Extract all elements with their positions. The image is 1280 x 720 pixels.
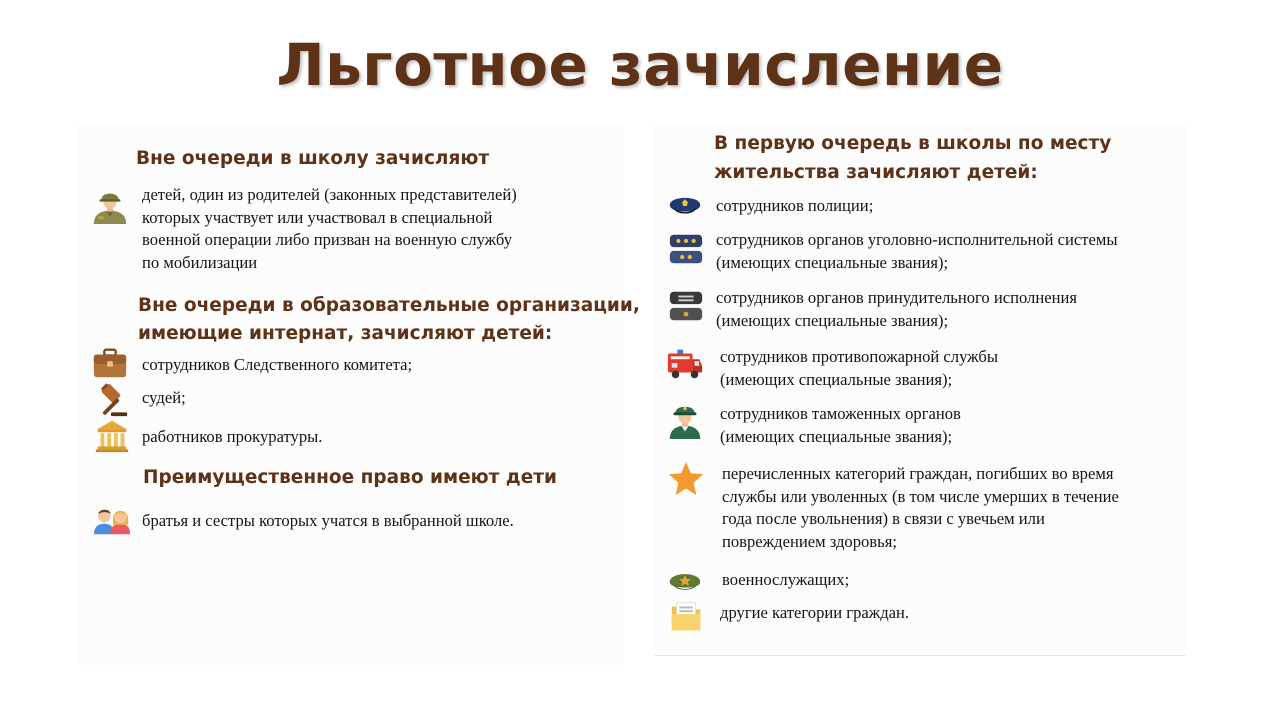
item-penal-system-line-1: сотрудников органов уголовно-исполнительной системы [716, 230, 1118, 249]
item-penal-system-line-2: (имеющих специальные звания); [716, 252, 949, 272]
item-servicemen: военнослужащих; [722, 570, 850, 589]
section-heading-priority-right: Преимущественное право имеют дети [143, 467, 557, 488]
section-heading-boarding-line-1: Вне очереди в образовательные организации, [138, 295, 640, 316]
section1-line-1: детей, один из родителей (законных представителей) [142, 185, 517, 204]
item-deceased-line-3: года после увольнения) в связи с увечьем или [722, 509, 1045, 528]
section-heading-out-of-turn-school: Вне очереди в школу зачисляют [136, 148, 490, 169]
item-deceased-line-1: перечисленных категорий граждан, погибших во время [722, 464, 1114, 483]
epaulette-icon [667, 287, 705, 325]
military-cap-icon [666, 561, 704, 599]
folder-icon [668, 597, 706, 635]
right-heading-line-2: жительства зачисляют детей: [714, 162, 1038, 183]
item-prosecutors: работников прокуратуры. [142, 427, 323, 446]
item-customs-line-2: (имеющих специальные звания); [720, 426, 953, 446]
item-fire-service-line-2: (имеющих специальные звания); [720, 369, 953, 389]
shoulder-strap-icon [667, 230, 705, 268]
item-siblings: братья и сестры которых учатся в выбранной школе. [142, 511, 514, 530]
section1-line-4: по мобилизации [142, 252, 258, 272]
item-enforcement-line-1: сотрудников органов принудительного исполнения [716, 288, 1077, 307]
item-judges: судей; [142, 388, 186, 407]
briefcase-icon [91, 344, 129, 382]
gavel-icon [92, 381, 130, 419]
item-enforcement-line-2: (имеющих специальные звания); [716, 310, 949, 330]
courthouse-icon [93, 417, 131, 455]
police-cap-icon [666, 186, 704, 224]
section1-line-2: которых участвует или участвовал в специальной [142, 207, 493, 227]
section1-line-3: военной операции либо призван на военную службу [142, 230, 512, 249]
item-investigative-committee: сотрудников Следственного комитета; [142, 355, 413, 374]
item-customs-line-1: сотрудников таможенных органов [720, 404, 961, 423]
siblings-icon [93, 500, 131, 538]
fire-truck-icon [666, 344, 704, 382]
page-title: Льготное зачисление [276, 31, 1004, 99]
soldier-icon [91, 186, 129, 224]
item-fire-service-line-1: сотрудников противопожарной службы [720, 347, 998, 366]
customs-officer-icon [666, 401, 704, 439]
right-heading-line-1: В первую очередь в школы по месту [714, 133, 1112, 154]
item-police: сотрудников полиции; [716, 196, 874, 215]
section-heading-boarding-line-2: имеющие интернат, зачисляют детей: [138, 323, 553, 344]
item-other-categories: другие категории граждан. [720, 603, 910, 622]
item-deceased-line-4: повреждением здоровья; [722, 531, 897, 551]
item-deceased-line-2: службы или уволенных (в том числе умерших в течение [722, 486, 1119, 506]
star-icon [667, 460, 705, 498]
